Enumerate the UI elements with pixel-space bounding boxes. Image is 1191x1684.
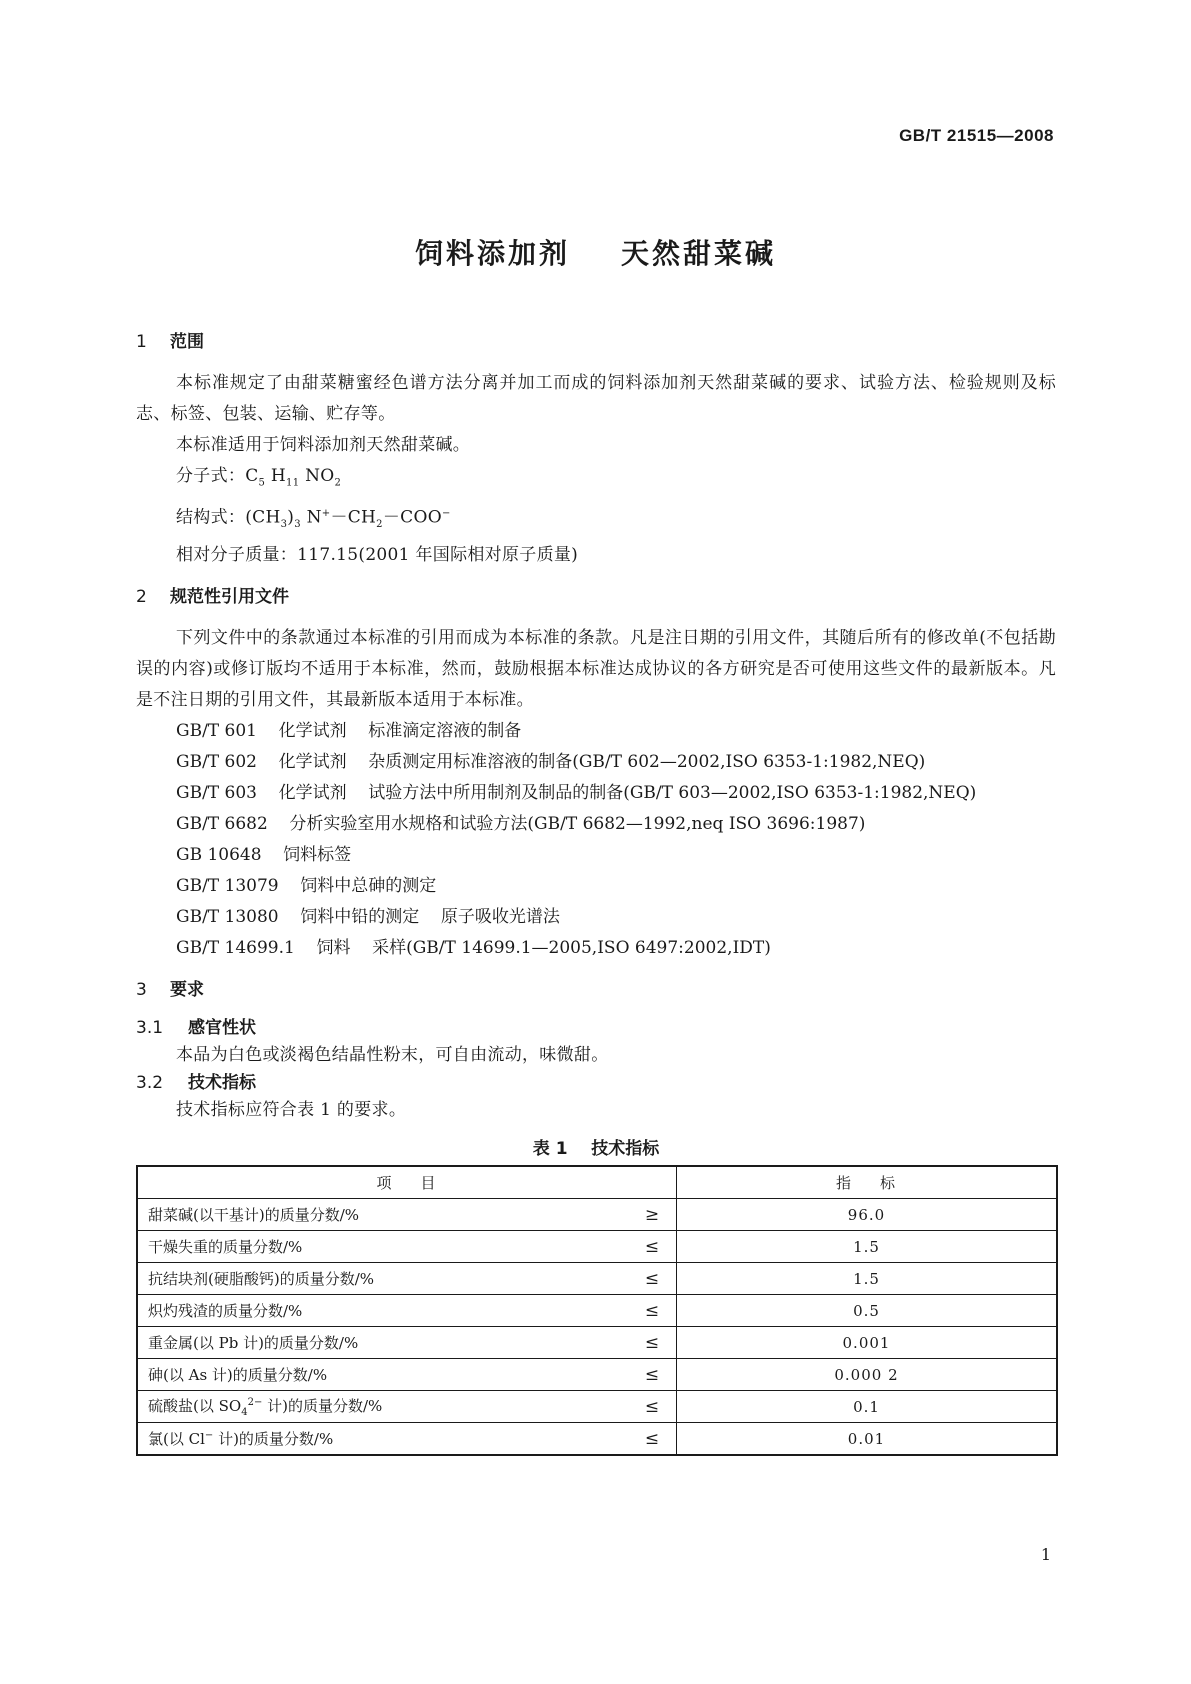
section-3-heading — [136, 978, 1056, 1002]
value-cell: 0.01 — [677, 1423, 1058, 1456]
value-cell: 1.5 — [677, 1231, 1058, 1263]
table-row — [137, 1359, 1057, 1391]
operator-cell: ≤ — [628, 1295, 677, 1327]
item-cell: 硫酸盐(以 $SO_4^{2-}$ 计)的质量分数/% — [137, 1391, 628, 1423]
table-row — [137, 1263, 1057, 1295]
reference-item: GB 10648 饲料标签 — [176, 845, 352, 866]
item-cell: 干燥失重的质量分数/% — [137, 1231, 628, 1263]
item-cell: 重金属(以 Pb 计)的质量分数/% — [137, 1327, 628, 1359]
reference-item: GB/T 13080 饲料中铅的测定 原子吸收光谱法 — [176, 907, 560, 928]
reference-item: GB/T 6682 分析实验室用水规格和试验方法(GB/T 6682—1992,neq ISO 3696:1987) — [176, 814, 866, 835]
operator-cell: ≤ — [628, 1391, 677, 1423]
table-row — [137, 1199, 1057, 1231]
subsection-3-1-heading: 3.1 感官性状 — [136, 1018, 256, 1039]
column-header-value: 指 标 — [677, 1166, 1058, 1199]
section-number: 2 — [136, 587, 147, 608]
section-number: 1 — [136, 332, 147, 352]
item-cell: 甜菜碱(以干基计)的质量分数/% — [137, 1199, 628, 1231]
section-2-heading — [136, 585, 1056, 609]
section-title: 规范性引用文件 — [170, 587, 289, 608]
item-cell: 炽灼残渣的质量分数/% — [137, 1295, 628, 1327]
table-row — [137, 1231, 1057, 1263]
value-cell: 1.5 — [677, 1263, 1058, 1295]
section-title: 范围 — [170, 332, 204, 352]
technical-spec-table — [136, 1165, 1058, 1456]
column-header-item: 项 目 — [137, 1166, 677, 1199]
operator-cell: ≤ — [628, 1423, 677, 1456]
molecular-mass: 相对分子质量：117.15(2001 年国际相对原子质量) — [176, 545, 579, 566]
item-cell: 砷(以 As 计)的质量分数/% — [137, 1359, 628, 1391]
item-cell: 氯(以 Cl− 计)的质量分数/% — [137, 1423, 628, 1456]
operator-cell: ≤ — [628, 1327, 677, 1359]
table-caption: 表 1 技术指标 — [532, 1139, 660, 1160]
reference-item: GB/T 603 化学试剂 试验方法中所用制剂及制品的制备(GB/T 603—2002,ISO 6353-1:1982,NEQ) — [176, 783, 977, 804]
section-number: 3 — [136, 980, 147, 1001]
subsection-3-2-heading: 3.2 技术指标 — [136, 1073, 256, 1094]
sensory-description: 本品为白色或淡褐色结晶性粉末，可自由流动，味微甜。 — [176, 1045, 609, 1066]
document-body — [136, 330, 1056, 1456]
table-row — [137, 1391, 1057, 1423]
section-title: 要求 — [170, 980, 204, 1001]
value-cell: 0.001 — [677, 1327, 1058, 1359]
operator-cell: ≥ — [628, 1199, 677, 1231]
section-1-heading — [136, 330, 1056, 354]
standard-code: GB/T 21515—2008 — [899, 126, 1054, 145]
technical-spec-note: 技术指标应符合表 1 的要求。 — [176, 1100, 407, 1121]
value-cell: 0.5 — [677, 1295, 1058, 1327]
molecular-formula: 分子式：$C_5$ $H_{11}$ $NO_2$ — [176, 466, 342, 489]
reference-item: GB/T 602 化学试剂 杂质测定用标准溶液的制备(GB/T 602—2002,ISO 6353-1:1982,NEQ) — [176, 752, 926, 773]
operator-cell: ≤ — [628, 1359, 677, 1391]
item-cell: 抗结块剂(硬脂酸钙)的质量分数/% — [137, 1263, 628, 1295]
scope-paragraph: 本标准规定了由甜菜糖蜜经色谱方法分离并加工而成的饲料添加剂天然甜菜碱的要求、试验方法、检验规则及标志、标签、包装、运输、贮存等。 — [136, 373, 1056, 424]
reference-item: GB/T 601 化学试剂 标准滴定溶液的制备 — [176, 721, 522, 742]
value-cell: 96.0 — [677, 1199, 1058, 1231]
table-row — [137, 1423, 1057, 1456]
table-header-row — [137, 1166, 1057, 1199]
scope-applicability: 本标准适用于饲料添加剂天然甜菜碱。 — [176, 435, 471, 455]
reference-item: GB/T 13079 饲料中总砷的测定 — [176, 876, 437, 897]
references-paragraph: 下列文件中的条款通过本标准的引用而成为本标准的条款。凡是注日期的引用文件，其随后所有的修改单(不包括勘误的内容)或修订版均不适用于本标准，然而，鼓励根据本标准达成协议的各方研究是否可使用这些文件的最新版本。凡是不注日期的引用文件，其最新版本适用于本标准。 — [136, 628, 1056, 711]
structural-formula: 结构式：$(CH_3)_3$ $N^+-CH_2-COO^-$ — [176, 508, 451, 531]
document-title: 饲料添加剂 天然甜菜碱 — [415, 237, 776, 270]
page-number: 1 — [1040, 1545, 1051, 1564]
table-row — [137, 1327, 1057, 1359]
value-cell: 0.000 2 — [677, 1359, 1058, 1391]
value-cell: 0.1 — [677, 1391, 1058, 1423]
reference-item: GB/T 14699.1 饲料 采样(GB/T 14699.1—2005,ISO 6497:2002,IDT) — [176, 938, 771, 959]
operator-cell: ≤ — [628, 1263, 677, 1295]
operator-cell: ≤ — [628, 1231, 677, 1263]
table-row — [137, 1295, 1057, 1327]
